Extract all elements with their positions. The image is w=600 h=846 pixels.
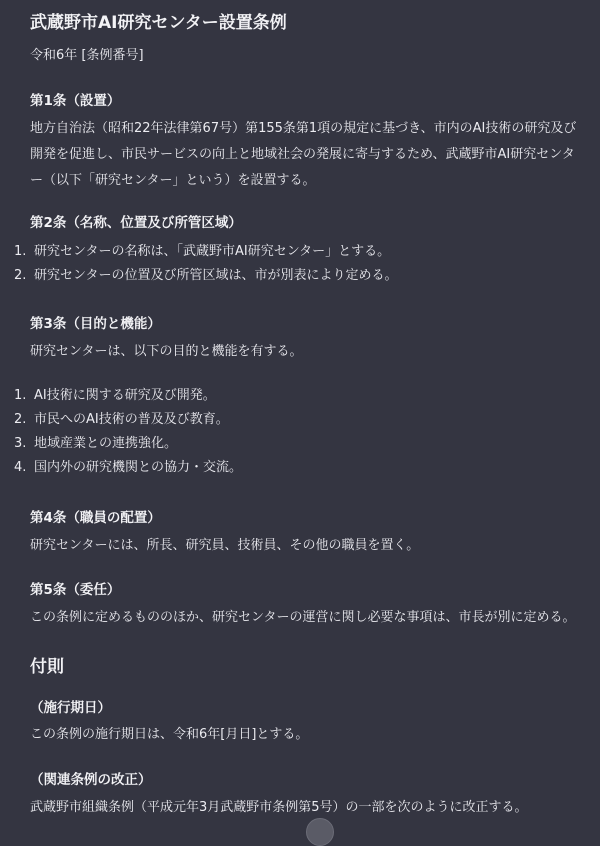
list-item: 3. 地域産業との連携強化。 bbox=[14, 436, 178, 451]
article-4-text: 研究センターには、所長、研究員、技術員、その他の職員を置く。 bbox=[30, 538, 420, 553]
article-4-heading: 第4条（職員の配置） bbox=[30, 510, 161, 526]
list-item: 1. 研究センターの名称は、「武蔵野市AI研究センター」とする。 bbox=[14, 244, 391, 259]
document-meta: 令和6年 [条例番号] bbox=[30, 48, 144, 63]
list-item: 4. 国内外の研究機関との協力・交流。 bbox=[14, 460, 243, 475]
supplementary-heading: 付則 bbox=[30, 657, 64, 677]
effective-date-text: この条例の施行期日は、令和6年[月日]とする。 bbox=[30, 727, 309, 742]
article-5-text: この条例に定めるもののほか、研究センターの運営に関し必要な事項は、市長が別に定める。 bbox=[30, 610, 576, 625]
list-item: 2. 市民へのAI技術の普及及び教育。 bbox=[14, 412, 229, 427]
article-1-heading: 第1条（設置） bbox=[30, 93, 121, 109]
article-3-list bbox=[14, 384, 242, 480]
article-2-heading: 第2条（名称、位置及び所管区域） bbox=[30, 215, 242, 231]
document-title: 武蔵野市AI研究センター設置条例 bbox=[30, 13, 287, 33]
list-item: 1. AI技術に関する研究及び開発。 bbox=[14, 388, 216, 403]
scroll-down-button[interactable] bbox=[306, 818, 334, 846]
amendment-text: 武蔵野市組織条例（平成元年3月武蔵野市条例第5号）の一部を次のように改正する。 bbox=[30, 800, 528, 815]
article-3-intro: 研究センターは、以下の目的と機能を有する。 bbox=[30, 344, 303, 359]
article-2-list bbox=[14, 240, 397, 288]
article-5-heading: 第5条（委任） bbox=[30, 582, 121, 598]
article-3-heading: 第3条（目的と機能） bbox=[30, 316, 161, 332]
effective-date-heading: （施行期日） bbox=[30, 700, 111, 716]
list-item: 2. 研究センターの位置及び所管区域は、市が別表により定める。 bbox=[14, 268, 398, 283]
article-1-text: 地方自治法（昭和22年法律第67号）第155条第1項の規定に基づき、市内のAI技術の研究及び開発を促進し、市民サービスの向上と地域社会の発展に寄与するため、武蔵野市AI研究センター（以下「研究センター」という）を設置する。 bbox=[30, 121, 577, 188]
amendment-heading: （関連条例の改正） bbox=[30, 772, 152, 788]
